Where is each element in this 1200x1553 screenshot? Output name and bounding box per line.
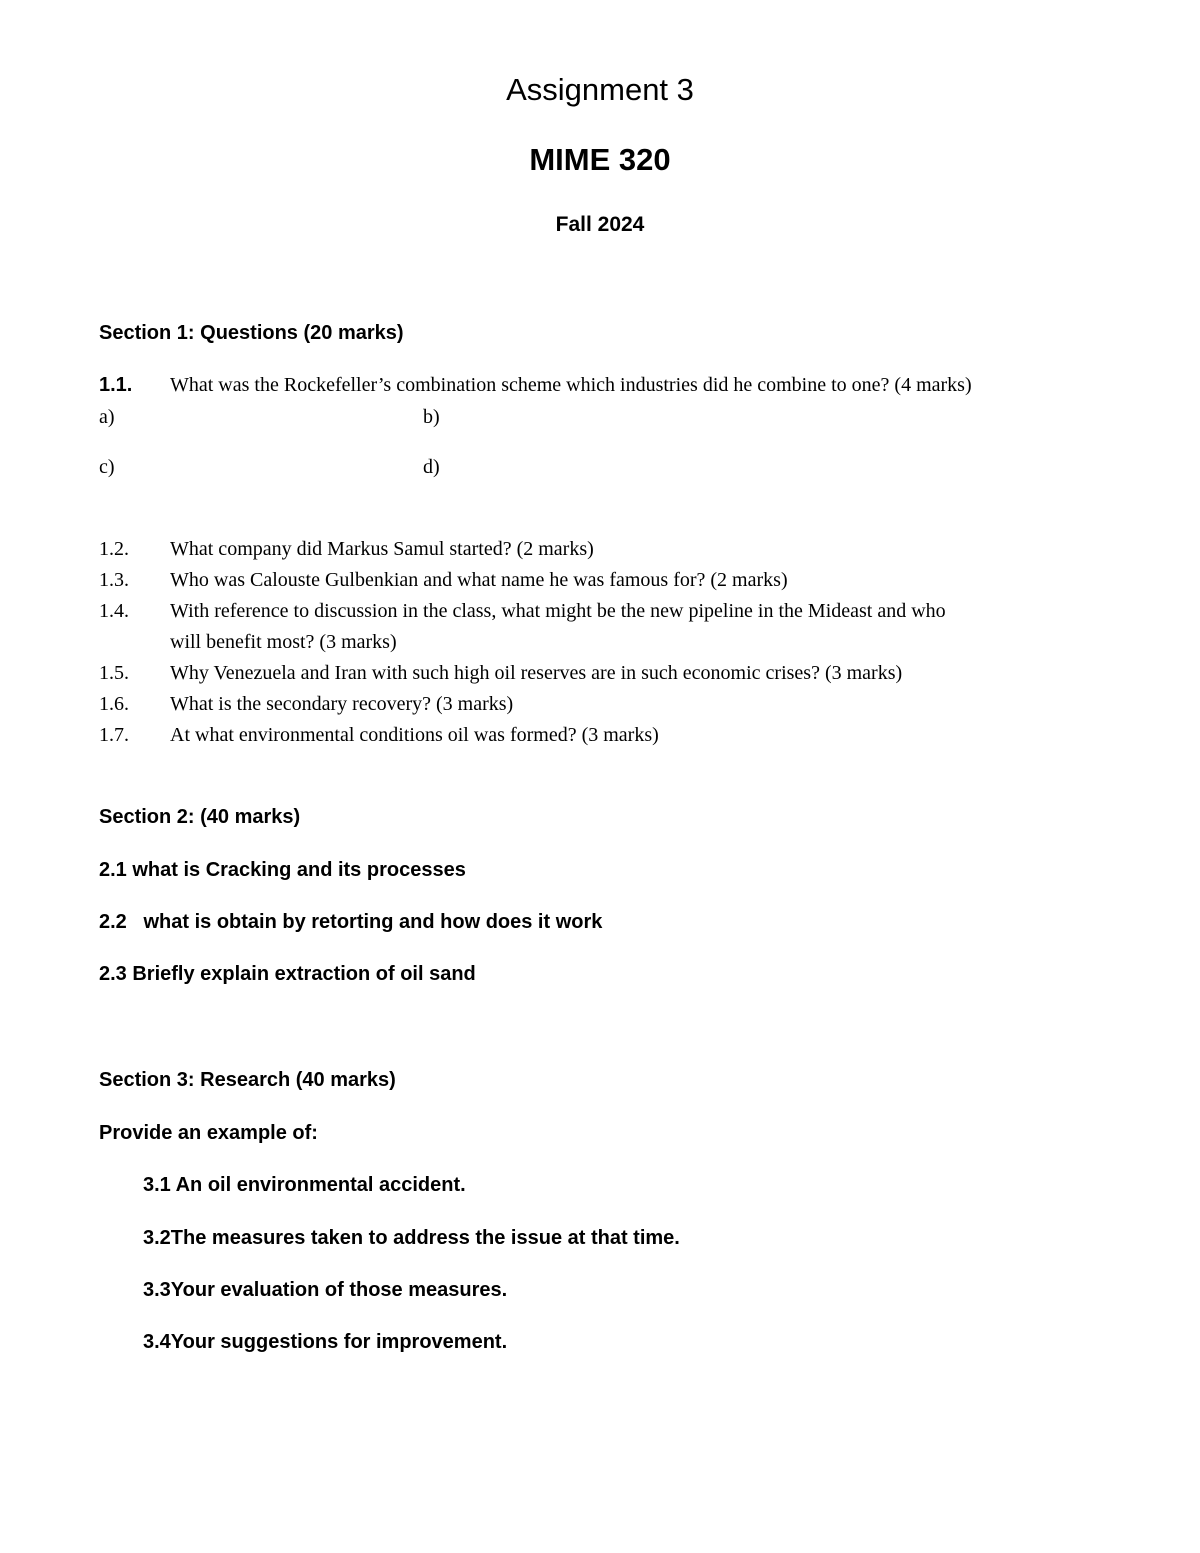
question-1-5-text: Why Venezuela and Iran with such high oil reserves are in such economic crises? (3 marks) (170, 662, 903, 684)
answer-part-d: d) (423, 456, 440, 478)
question-1-5-number: 1.5. (99, 662, 129, 684)
question-1-7-text: At what environmental conditions oil was formed? (3 marks) (170, 724, 659, 746)
question-1-2-text: What company did Markus Samul started? (2 marks) (170, 538, 594, 560)
question-1-1-number: 1.1. (99, 374, 133, 396)
section3-item-3: 3.3Your evaluation of those measures. (143, 1279, 508, 1301)
section3-item-1: 3.1 An oil environmental accident. (143, 1174, 466, 1196)
section3-heading: Section 3: Research (40 marks) (99, 1069, 396, 1091)
section3-intro: Provide an example of: (99, 1122, 318, 1144)
section3-item-2: 3.2The measures taken to address the issue at that time. (143, 1227, 680, 1249)
term-label: Fall 2024 (555, 213, 645, 236)
section2-item-3: 2.3 Briefly explain extraction of oil sand (99, 963, 476, 985)
section2-item-2: 2.2 what is obtain by retorting and how does it work (99, 911, 603, 933)
section1-heading: Section 1: Questions (20 marks) (99, 322, 404, 344)
question-1-4-text-continued: will benefit most? (3 marks) (170, 631, 397, 653)
question-1-4-number: 1.4. (99, 600, 129, 622)
question-1-2-number: 1.2. (99, 538, 129, 560)
question-1-6-number: 1.6. (99, 693, 129, 715)
question-1-3-text: Who was Calouste Gulbenkian and what name he was famous for? (2 marks) (170, 569, 788, 591)
question-1-6-text: What is the secondary recovery? (3 marks) (170, 693, 514, 715)
answer-part-a: a) (99, 406, 115, 428)
question-1-4-text: With reference to discussion in the class, what might be the new pipeline in the Mideast and who (170, 600, 946, 622)
answer-part-b: b) (423, 406, 440, 428)
question-1-7-number: 1.7. (99, 724, 129, 746)
section3-item-4: 3.4Your suggestions for improvement. (143, 1331, 508, 1353)
assignment-title: Assignment 3 (506, 72, 694, 107)
section2-item-1: 2.1 what is Cracking and its processes (99, 859, 466, 881)
question-1-3-number: 1.3. (99, 569, 129, 591)
answer-part-c: c) (99, 456, 115, 478)
question-1-1-text: What was the Rockefeller’s combination scheme which industries did he combine to one? (4 marks) (170, 374, 972, 396)
section2-heading: Section 2: (40 marks) (99, 806, 301, 828)
course-code: MIME 320 (529, 142, 671, 177)
